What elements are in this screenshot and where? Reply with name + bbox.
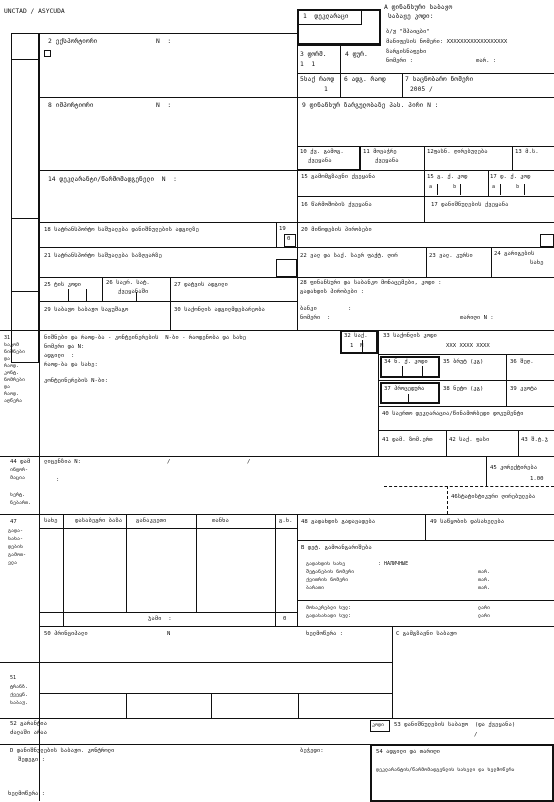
tax-col-rate: განაკვეთი	[136, 518, 167, 524]
value-details-label: 12ფასნ. ღირებულება	[427, 149, 488, 155]
trading-country-label: 11 მოვაჭრე	[363, 149, 397, 155]
card-label: ბარათი	[306, 585, 325, 591]
license-colon: :	[56, 477, 60, 483]
box31-side-1: 31	[4, 335, 11, 341]
transport-departure-label: 18 სატრანსპორტო საშუალება დანიშნულების ადგილზე	[44, 227, 199, 233]
departure-office-label: C გამგზავნი საბაჟო	[396, 631, 457, 637]
container-numbers-label: კონტეინერების N-ბი:	[44, 378, 108, 384]
manifest-number: მანიფესის ნომერი: XXXXXXXXXXXXXXXXXX	[386, 39, 508, 45]
box31-side-5: რაოდ.	[4, 363, 20, 369]
packages-kind-label: რაოდ-ბა და სახე:	[44, 362, 98, 368]
tax-col-base: დასაბეგრი ბაზა	[75, 518, 123, 524]
fees-currency: ლარი	[478, 605, 491, 611]
vessel-name: ბ/ჟ "შპაიცბი"	[386, 29, 430, 35]
transit-label-3: ქვეყნ.	[10, 692, 29, 698]
left-sheet-strip	[11, 33, 39, 363]
exporter-label: 2 ექსპორტიორი	[48, 38, 98, 45]
declarant-label: 14 დეკლარანტი/წარმომადგენელი N :	[48, 176, 177, 183]
container-value: 0	[287, 236, 291, 242]
valuation-method-label: 43 შ.ტ.ჯ	[521, 437, 548, 443]
warehouse-label: 49 საწყობის დასახელება	[430, 519, 505, 525]
tax-side-2: გადა-	[8, 528, 24, 534]
tax-side-3: სახა-	[8, 536, 24, 542]
item-price-label: 42 საქ. ფასი	[449, 437, 490, 443]
delivery-terms-label: 20 მიწოდების პირობები	[301, 227, 372, 233]
transit-offices-label: ტრანზ.	[10, 684, 29, 690]
payment-mode-value: : НАЛИЧНЫЕ	[378, 561, 409, 567]
transit-label-4: საბაჟ.	[10, 700, 29, 706]
goods-location-label: 30 საქონლის ადგილმდებარეობა	[174, 307, 265, 313]
payment-terms-label: გადახდის პირობები :	[300, 289, 364, 295]
marks-number-label: ნომერი და N:	[44, 344, 85, 350]
destination-code-ab: a b	[492, 184, 520, 190]
commodity-code-label: 33 საქონლის კოდი	[383, 333, 437, 339]
commodity-code-value: XXX XXXX XXXX	[446, 343, 490, 349]
border-transport-label: 21 სატრანსპორტო საშუალება საზღვარზე	[44, 253, 162, 259]
dispatch-code-label: 15 გ. ქ. კოდ	[427, 174, 468, 180]
payment-mode-label: გადახდის სახე	[306, 561, 346, 567]
office-header: A ფინანსური საბაჟო	[384, 4, 453, 11]
additional-info-label: 44 დამ	[10, 459, 31, 465]
accounting-details-label: B დეტ. გამოანგარიშება	[301, 545, 372, 551]
inland-transport-label: 26 საერ. სატ.	[106, 280, 150, 286]
transaction-nature-sub: სახე	[530, 260, 544, 266]
box31-side-8: და	[4, 384, 11, 390]
principal-label: 50 პრინციპალი	[44, 631, 88, 637]
destination-code-label: 17 დ. ქ. კოდ	[490, 174, 531, 180]
bank-label: ბანკი	[300, 306, 317, 312]
border-transport-code[interactable]	[276, 259, 297, 277]
items-count-label: 5საქ რაოდ	[300, 76, 335, 83]
importer-number: N :	[156, 102, 172, 109]
ref-number: ნომერი :	[386, 58, 413, 64]
principal-signature-label: ხელმოწერა :	[306, 631, 344, 637]
transport-mode-border-label: 25 ტის კოდი	[44, 282, 82, 288]
preference-label: 36 შეღ.	[510, 359, 534, 365]
net-mass-label: 38 ნეტო (კგ)	[443, 386, 484, 392]
currency-invoice-label: 22 ვალ და საქ. საერ ფაქტ. ღირ	[300, 253, 398, 259]
office-code-label: საბაჟე კოდი:	[388, 13, 434, 20]
quota-label: 39 კვოტა	[510, 386, 537, 392]
place-date-label: 54 ადგილი და თარიღი	[376, 749, 440, 755]
customs-exit-label: 29 საბაჟო საბაჟო საგუშაგო	[44, 307, 129, 313]
tax-col-mp: გ.ხ.	[279, 518, 293, 524]
license-slash-2: /	[247, 459, 251, 465]
bank-colon: :	[348, 306, 352, 312]
destination-country-label: 17 დანიშნულების ქვეყანა	[431, 202, 509, 208]
items-count-value: 1	[324, 86, 328, 93]
guarantee-code-label: კოდი	[372, 722, 385, 728]
tax-side-5: გამოთ-	[8, 552, 27, 558]
license-slash-1: /	[167, 459, 171, 465]
reference-number-value: 2005 /	[410, 86, 433, 93]
previous-document-label: 40 საერთო დეკლარაცია/წინამორბედი დოკუმენტი	[382, 411, 524, 417]
trading-country-sub: ქვეყანა	[375, 158, 399, 164]
tax-total-summary-label: გადასახადი სულ:	[306, 613, 352, 619]
transit-label-1: 51	[10, 675, 17, 681]
adjustment-value: 1.00	[530, 476, 544, 482]
item-number-label: 32 საქ.	[344, 333, 368, 339]
declarant-signature-label: დეკლარანტის/წარმომადგენლის სახელი და ხელმოწერა	[376, 767, 515, 773]
receipt-date-label: თარ.	[478, 577, 491, 583]
ref-label: ზარგისნაფეხი	[386, 49, 427, 55]
container-label: 19	[279, 226, 286, 232]
tax-col-type: სახე	[44, 518, 58, 524]
license-number-label: ლიცენზია N:	[44, 459, 82, 465]
exchange-rate-label: 23 ვალ. კურსი	[429, 253, 473, 259]
seal-label: ბეჭედი:	[300, 748, 324, 754]
deferred-payment-label: 48 გადახდის გადავადება	[301, 519, 376, 525]
dispatch-country-label: 15 გამომგზავნი ქვეყანა	[301, 174, 376, 180]
declaration-label: 1 დეკლარაცი	[303, 13, 349, 20]
box31-side-3: ნიშნები	[4, 349, 26, 355]
box31-side-4: და	[4, 356, 11, 362]
destination-office-label: 53 დანიშნულების საბაჟო (და ქვეყანა)	[394, 722, 516, 728]
fees-total-label: მოსაკრებლი სულ:	[306, 605, 352, 611]
importer-label: 8 იმპორტიორი	[48, 102, 94, 109]
additional-info-sub2: მაცია	[10, 475, 26, 481]
item-number-value: 1 N	[350, 343, 364, 349]
control-result-label: შედეგი :	[18, 757, 45, 763]
control-destination-label: D დანიშნულების საბაჟო. კონტროლი	[10, 748, 115, 754]
forms-value: 1 1	[300, 61, 316, 68]
origin-country-label: 16 წარმოშობის ქვეყანა	[301, 202, 372, 208]
tax-col-amount: თანხა	[212, 518, 229, 524]
certificate-label: სერტ.	[10, 492, 26, 498]
box31-side-10: აღწერა	[4, 398, 23, 404]
loading-place-label: 27 დატვის ადგილი	[174, 282, 228, 288]
financial-bank-label: 28 ფინანსური და საბანკო მონაცემები, კოდი :	[300, 280, 442, 286]
guarantee-label: 52 გარანტია	[10, 721, 48, 727]
box31-side-7: ნომრები	[4, 377, 26, 383]
tax-side-6: ვლა	[8, 560, 18, 566]
packages-total-label: 6 ადგ. რაოდ	[344, 76, 386, 83]
box31-side-2: საკომ	[4, 342, 20, 348]
card-date-label: თარ.	[478, 585, 491, 591]
forms-label: 3 ფორმ.	[300, 51, 327, 58]
principal-number: N	[167, 631, 171, 637]
marks-place-label: ადგილი :	[44, 353, 75, 359]
marks-packages-label: ნიშნები და რაოდ-ბა - კონტეინერების N-ბი - რაოდენობა და სახე	[44, 335, 247, 341]
tax-side-4: დების	[8, 544, 24, 550]
control-signature-label: ხელმოწერა :	[8, 791, 46, 797]
origin-code-label: 34 ნ. ქ. კოდი	[384, 359, 428, 365]
financial-responsible-label: 9 ფინანსურ ზარგულობაზე პას. პირი N :	[302, 102, 439, 109]
adjustment-label: 45 კორექტირება	[490, 465, 538, 471]
first-destination-label: 10 ქვ. გამოგ.	[300, 149, 344, 155]
reference-number-label: 7 საცნობარო ნომერი	[405, 76, 474, 83]
deposit-date-label: თარ.	[478, 569, 491, 575]
transaction-nature-label: 24 გარიგების	[494, 251, 535, 257]
destination-office-slash: /	[474, 732, 478, 738]
dispatch-code-ab: a b	[429, 184, 457, 190]
sheets-label: 4 ფურ.	[345, 51, 368, 58]
box31-side-9: რაოდ.	[4, 391, 20, 397]
receipt-number-label: ქვითრის ნომერი	[306, 577, 349, 583]
cap-label: 13 მ.ს.	[515, 149, 539, 155]
exporter-number: N :	[156, 38, 172, 45]
additional-info-sub1: ინფორ-	[10, 467, 29, 473]
exporter-checkbox[interactable]	[44, 50, 51, 57]
first-destination-sub: ქვეყანა	[308, 158, 332, 164]
permit-label: ნებართ.	[10, 500, 32, 506]
box31-side-6: კონტ.	[4, 370, 20, 376]
procedure-label: 37 პროცედურა	[384, 386, 425, 392]
inland-transport-sub: ქვეყანაში	[118, 289, 149, 295]
guarantee-not-valid-label: ძალაში არაა	[10, 730, 48, 736]
tax-total-label: ჯამი :	[148, 616, 172, 622]
tax-total-value: 0	[283, 616, 287, 622]
bank-number-label: ნომერი :	[300, 315, 331, 321]
statistical-value-label: 46სტატისტიკური ღირებულება	[451, 494, 536, 500]
delivery-terms-code[interactable]	[540, 234, 554, 247]
supplementary-units-label: 41 დამ. ზომ.ერთ	[382, 437, 433, 443]
ref-date: თარ. :	[476, 58, 497, 64]
tax-currency: ლარი	[478, 613, 491, 619]
bank-date-label: თარიღი N :	[460, 315, 494, 321]
form-origin-label: UNCTAD / ASYCUDA	[4, 8, 65, 15]
gross-mass-label: 35 ბრუტ (კგ)	[443, 359, 484, 365]
deposit-number-label: შეტანების ნომერი	[306, 569, 355, 575]
tax-side-1: 47	[10, 519, 17, 525]
